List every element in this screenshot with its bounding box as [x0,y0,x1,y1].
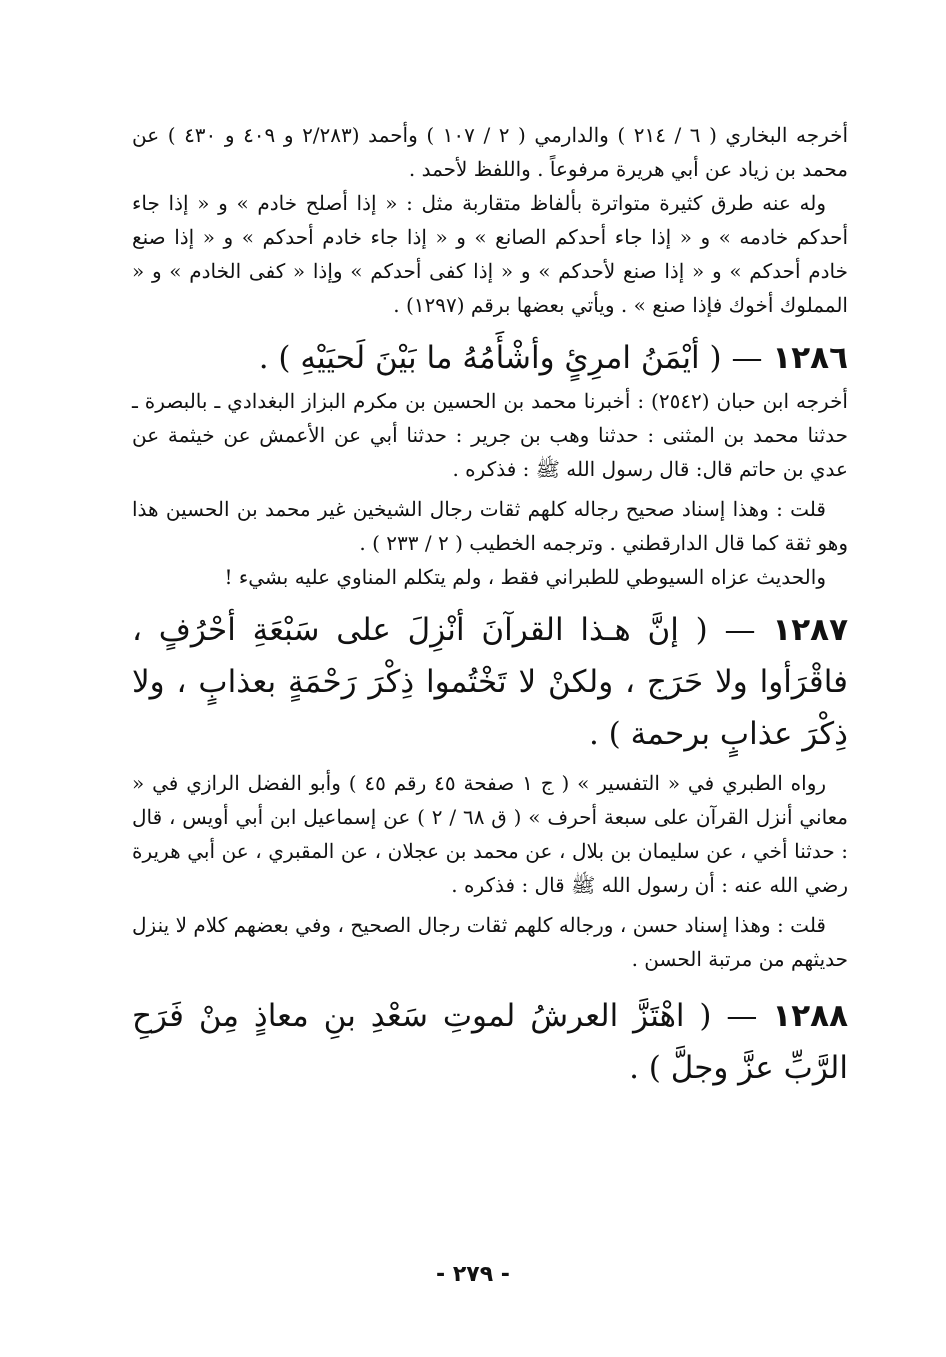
hadith-1287-takhrij: رواه الطبري في « التفسير » ( ج ١ صفحة ٤٥ رقم ٤٥ ) وأبو الفضل الرازي في « معاني أنزل القرآن على سبعة أحرف » ( ق ٦٨ / ٢ ) عن إسماعيل ابن أبي أويس ، قال : حدثنا أخي ، عن سليمان بن بلال ، عن محمد بن عجلان ، عن المقبري ، عن أبي هريرة رضي الله عنه : أن رسول الله ﷺ قال : فذكره . [132,771,849,897]
intro-variants: وله عنه طرق كثيرة متواترة بألفاظ متقاربة مثل : « إذا أصلح خادم » و « إذا جاء أحدكم خادمه » و « إذا جاء أحدكم الصانع » و « إذا جاء خادم أحدكم » و « إذا صنع خادم أحدكم » و « إذا صنع لأحدكم » و « إذا كفى أحدكم » وإذا « كفى الخادم » و « المملوك أخوك فإذا صنع » . ويأتي بعضها برقم (١٢٩٧) . [132,191,848,317]
hadith-1286-grading: قلت : وهذا إسناد صحيح رجاله كلهم ثقات رجال الشيخين غير محمد بن الحسين هذا وهو ثقة كما قال الدارقطني . وترجمه الخطيب ( ٢ / ٢٣٣ ) . [132,497,848,555]
hadith-1286-heading [132,332,848,384]
hadith-1287-dash: — [724,612,756,648]
hadith-1286-text: ( أيْمَنُ امرِئٍ وأشْأَمُهُ ما بَيْنَ لَحيَيْهِ ) . [258,340,722,376]
hadith-1286-dash: — [731,340,763,376]
hadith-1286-note: والحديث عزاه السيوطي للطبراني فقط ، ولم يتكلم المناوي عليه بشيء ! [224,565,826,589]
page-body [132,118,848,1318]
hadith-1287-grading: قلت : وهذا إسناد حسن ، ورجاله كلهم ثقات رجال الصحيح ، وفي بعضهم كلام لا ينزل حديثهم من مرتبة الحسن . [132,913,848,971]
hadith-1287-heading [132,604,848,760]
hadith-1286-number: ١٢٨٦ [772,340,848,376]
hadith-1288-text: ( اهْتَزَّ العرشُ لموتِ سَعْدِ بنِ معاذٍ مِنْ فَرَحِ الرَّبِّ عزَّ وجلَّ ) . [132,998,848,1086]
page-number: - ٢٧٩ - [436,1262,510,1287]
hadith-1287-number: ١٢٨٧ [772,612,849,648]
hadith-1286-takhrij: أخرجه ابن حبان (٢٥٤٢) : أخبرنا محمد بن الحسين بن مكرم البزاز البغدادي ـ بالبصرة ـ حدثنا محمد بن المثنى : حدثنا وهب بن جرير : حدثنا أبي عن الأعمش عن خيثمة عن عدي بن حاتم قال: قال رسول الله ﷺ : فذكره . [132,389,848,481]
hadith-1288-heading [132,990,848,1094]
intro-takhrij: أخرجه البخاري ( ٦ / ٢١٤ ) والدارمي ( ٢ / ١٠٧ ) وأحمد (٢/٢٨٣ و ٤٠٩ و ٤٣٠ ) عن محمد بن زياد عن أبي هريرة مرفوعاً . واللفظ لأحمد . [132,123,849,181]
hadith-1288-number: ١٢٨٨ [772,998,848,1034]
hadith-1288-dash: — [726,998,758,1034]
hadith-1287-text: ( إنَّ هـذا القرآنَ أنْزِلَ على سَبْعَةِ أحْرُفٍ ، فاقْرَأوا ولا حَرَج ، ولكنْ لا تَخْتُموا ذِكْرَ رَحْمَةٍ بعذابٍ ، ولا ذِكْرَ عذابٍ برحمة ) . [132,612,848,752]
